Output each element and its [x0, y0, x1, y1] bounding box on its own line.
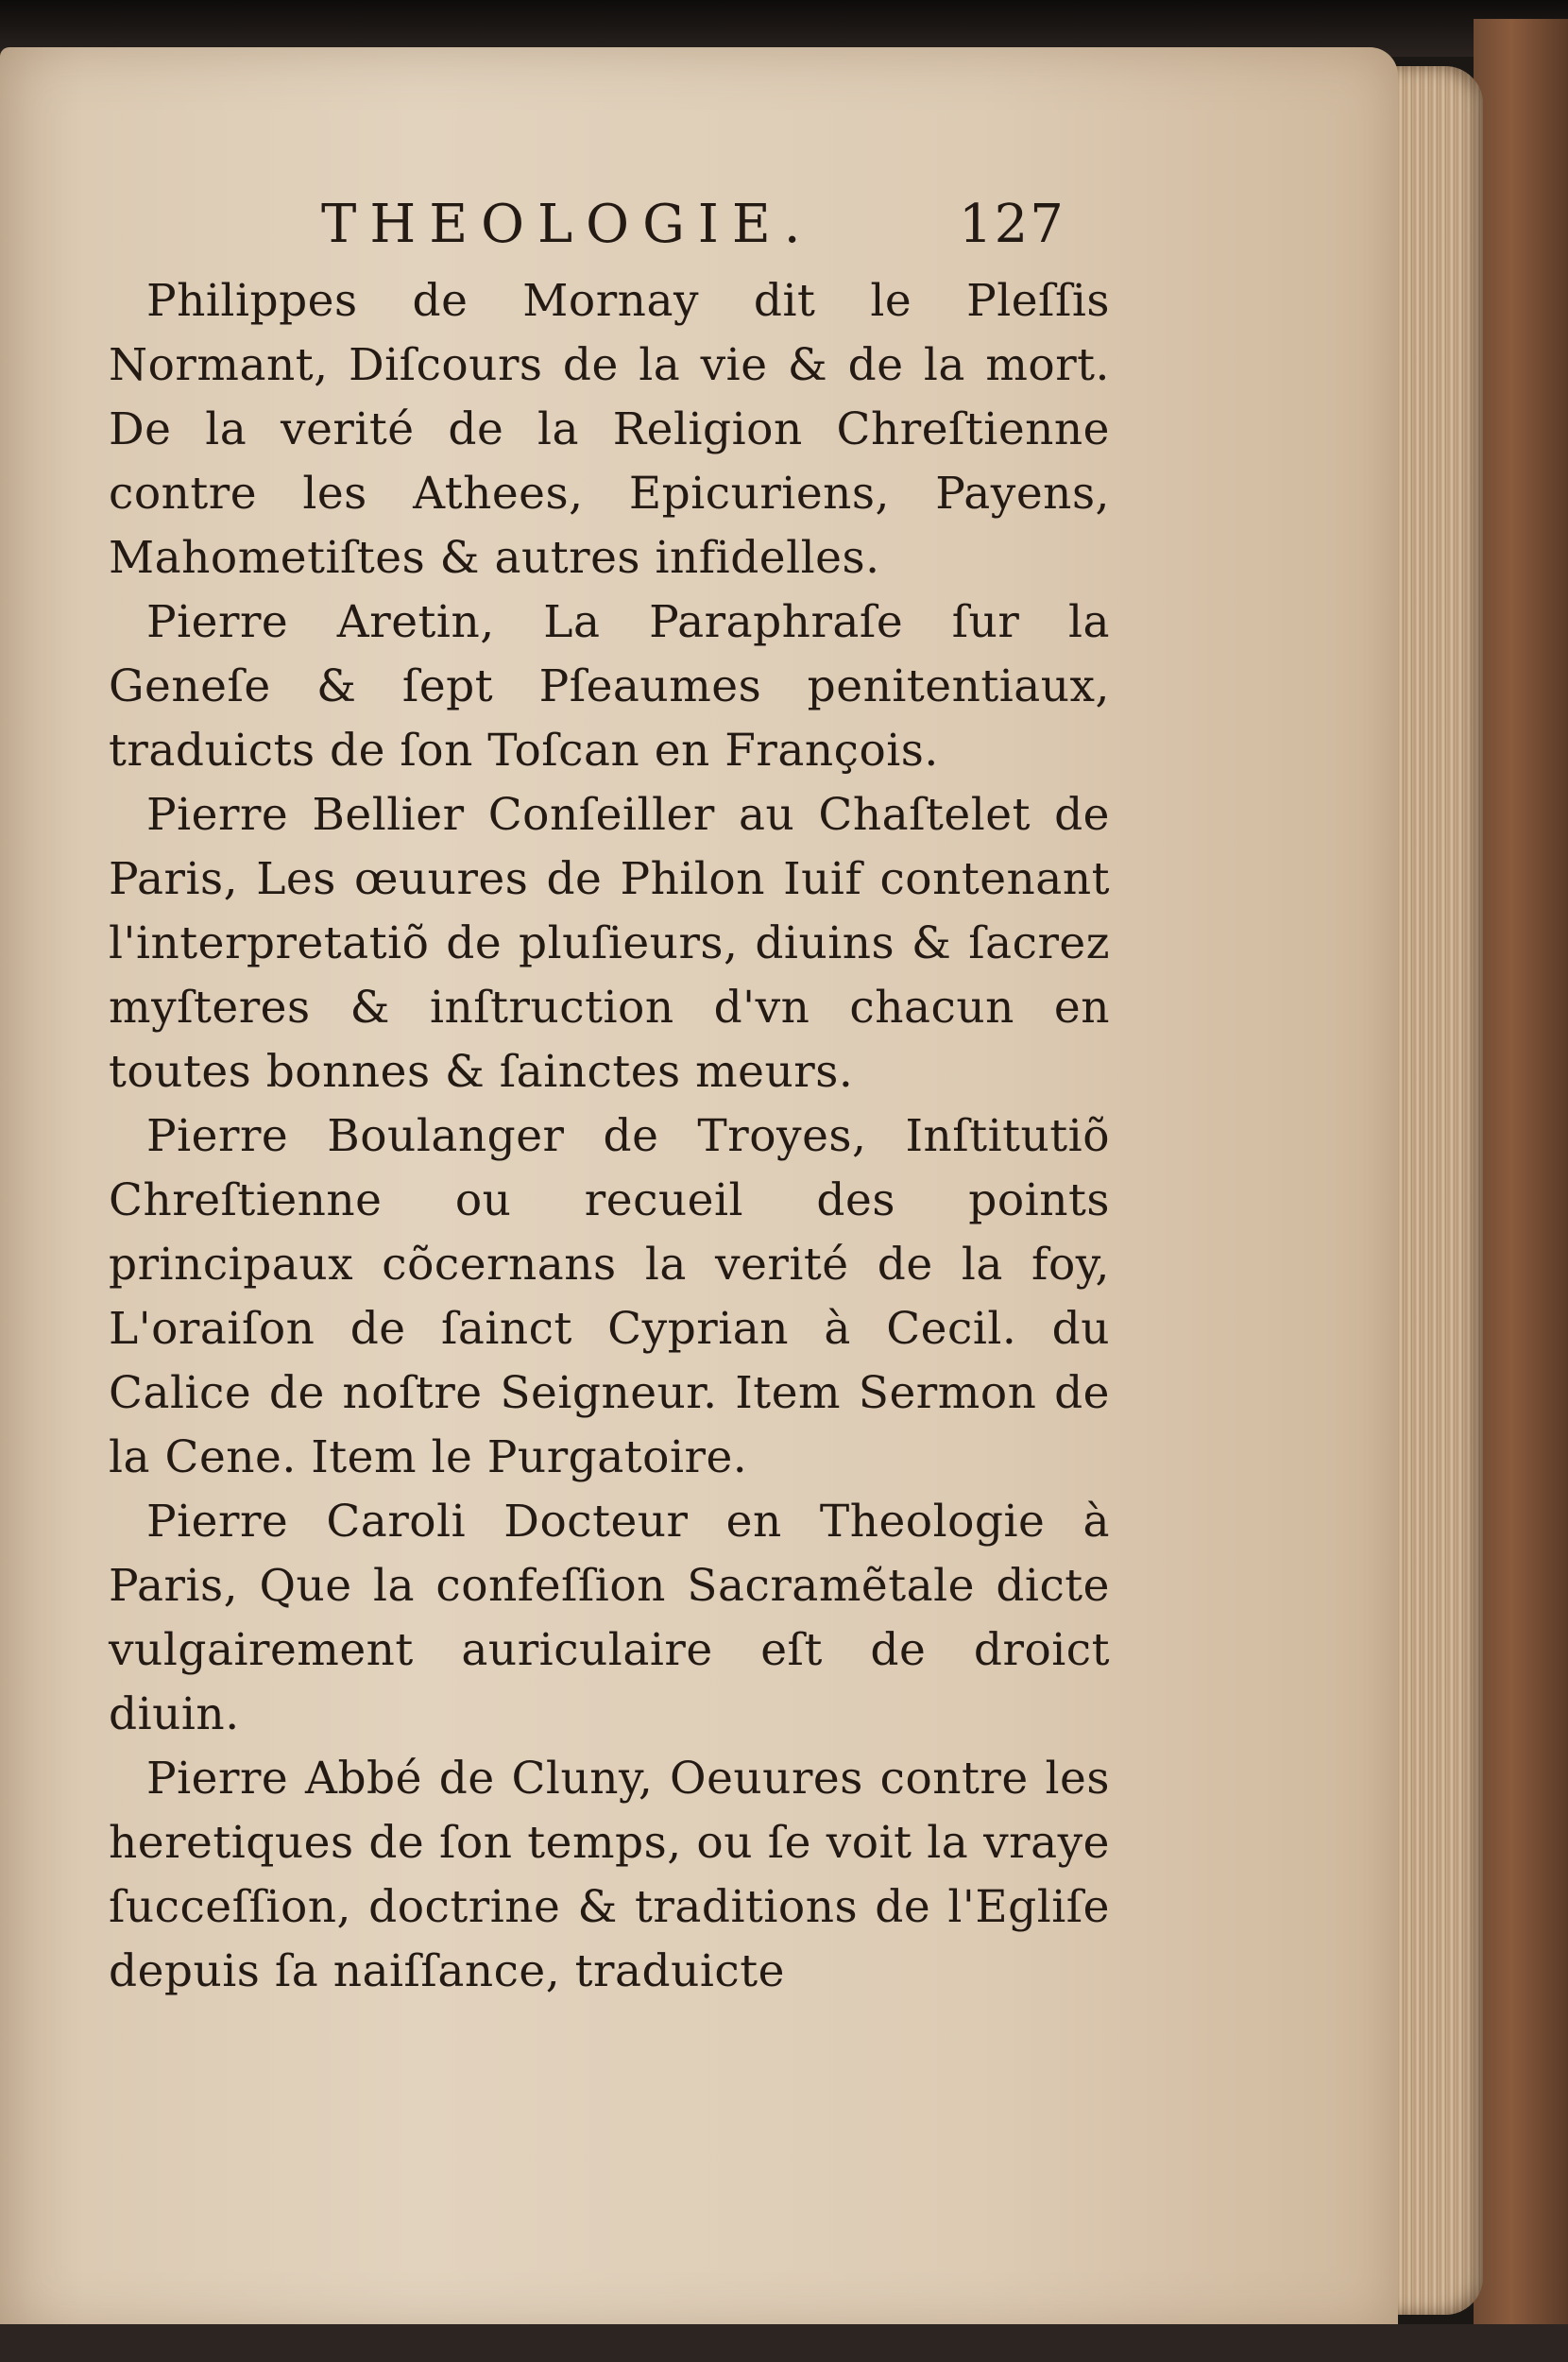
entry-aretin: Pierre Aretin, La Paraphraſe ſur la Geneſe & ſept Pſeaumes penitentiaux, traduicts de ſon Toſcan en François.	[109, 596, 1110, 777]
entry-mornay: Philippes de Mornay dit le Pleſſis Normant, Diſcours de la vie & de la mort. De la verité de la Religion Chreſtienne contre les Athees, Epicuriens, Payens, Mahometiſtes & autres infidelles.	[109, 275, 1110, 584]
entry-caroli: Pierre Caroli Docteur en Theologie à Paris, Que la confeſſion Sacramẽtale dicte vulgairement auriculaire eſt de droict diuin.	[109, 1496, 1110, 1740]
page-text	[109, 194, 1110, 2004]
entry-bellier: Pierre Bellier Conſeiller au Chaſtelet de Paris, Les œuures de Philon Iuif contenant l'interpretatiõ de pluſieurs, diuins & ſacrez myſteres & inſtruction d'vn chacun en toutes bonnes & ſainctes meurs.	[109, 789, 1110, 1098]
background-shadow-bottom	[0, 2324, 1568, 2362]
page-number: 127	[959, 194, 1065, 255]
running-title: THEOLOGIE.	[321, 194, 814, 255]
book-binding	[1474, 19, 1568, 2353]
entry-boulanger: Pierre Boulanger de Troyes, Inſtitutiõ Chreſtienne ou recueil des points principaux cõcernans la verité de la foy, L'oraiſon de ſainct Cyprian à Cecil. du Calice de noſtre Seigneur. Item Sermon de la Cene. Item le Purgatoire.	[109, 1110, 1110, 1483]
entry-cluny: Pierre Abbé de Cluny, Oeuures contre les heretiques de ſon temps, ou ſe voit la vraye ſucceſſion, doctrine & traditions de l'Egliſe depuis ſa naiſſance, traduicte	[109, 1753, 1110, 1997]
running-header	[109, 194, 1110, 269]
